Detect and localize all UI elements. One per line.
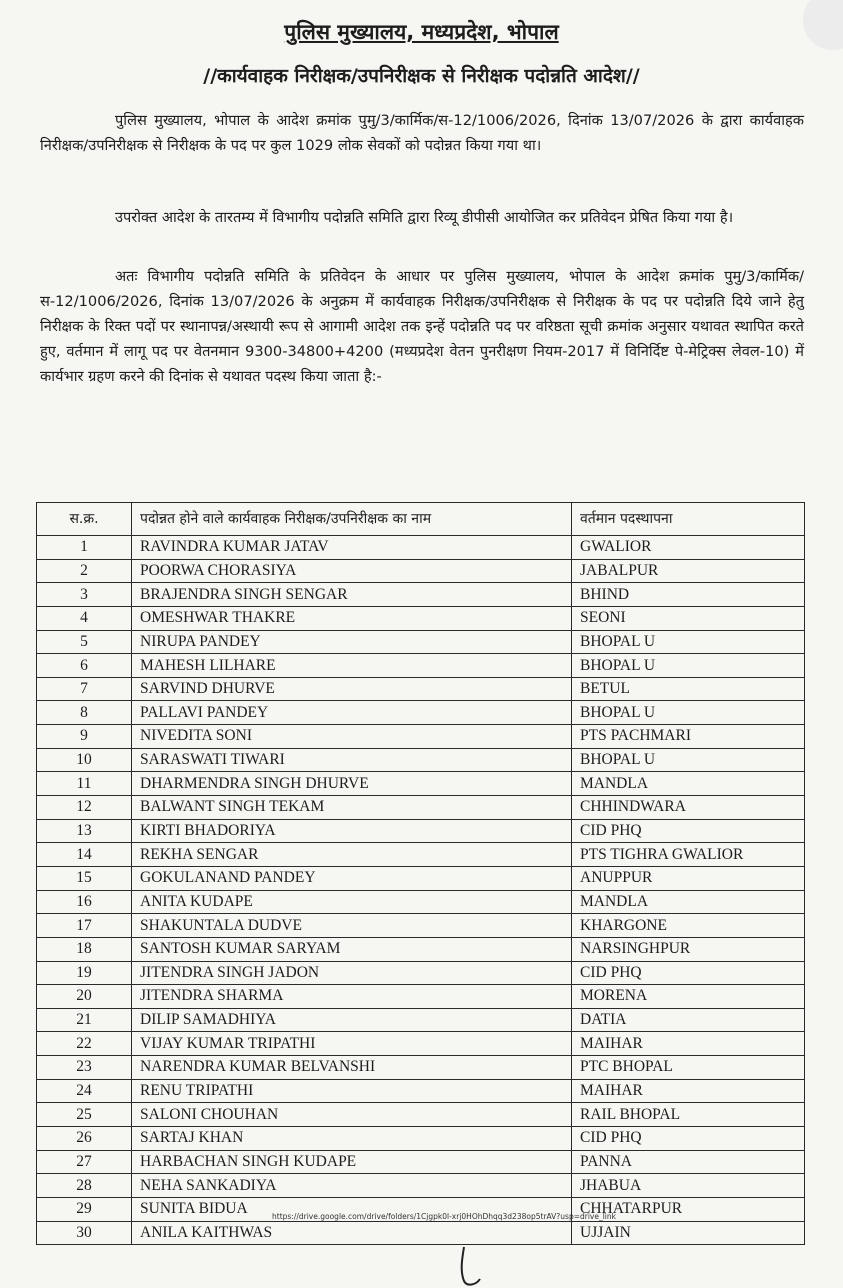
- cell-serial: 23: [37, 1056, 132, 1080]
- table-row: [37, 890, 805, 914]
- cell-name: ANITA KUDAPE: [132, 890, 572, 914]
- handwritten-mark: [450, 1245, 490, 1288]
- cell-serial: 12: [37, 796, 132, 820]
- cell-serial: 6: [37, 654, 132, 678]
- paragraph-3: [40, 264, 804, 389]
- table-row: [37, 654, 805, 678]
- cell-name: OMESHWAR THAKRE: [132, 606, 572, 630]
- cell-serial: 25: [37, 1103, 132, 1127]
- cell-serial: 8: [37, 701, 132, 725]
- cell-serial: 21: [37, 1008, 132, 1032]
- cell-serial: 17: [37, 914, 132, 938]
- table-row: [37, 1008, 805, 1032]
- cell-posting: JHABUA: [572, 1174, 805, 1198]
- cell-serial: 13: [37, 819, 132, 843]
- cell-serial: 16: [37, 890, 132, 914]
- cell-name: REKHA SENGAR: [132, 843, 572, 867]
- table-row: [37, 1056, 805, 1080]
- cell-posting: BHOPAL U: [572, 701, 805, 725]
- cell-posting: MANDLA: [572, 890, 805, 914]
- cell-serial: 9: [37, 725, 132, 749]
- table-row: [37, 843, 805, 867]
- cell-posting: UJJAIN: [572, 1221, 805, 1245]
- cell-posting: MAIHAR: [572, 1079, 805, 1103]
- cell-posting: MAIHAR: [572, 1032, 805, 1056]
- cell-posting: BHOPAL U: [572, 654, 805, 678]
- cell-name: NARENDRA KUMAR BELVANSHI: [132, 1056, 572, 1080]
- table-row: [37, 536, 805, 560]
- cell-posting: GWALIOR: [572, 536, 805, 560]
- cell-name: BRAJENDRA SINGH SENGAR: [132, 583, 572, 607]
- table-row: [37, 725, 805, 749]
- cell-posting: SEONI: [572, 606, 805, 630]
- cell-posting: PTS TIGHRA GWALIOR: [572, 843, 805, 867]
- header-serial: स.क्र.: [37, 503, 132, 536]
- cell-name: BALWANT SINGH TEKAM: [132, 796, 572, 820]
- table-row: [37, 606, 805, 630]
- cell-posting: ANUPPUR: [572, 866, 805, 890]
- cell-posting: BETUL: [572, 677, 805, 701]
- cell-posting: CID PHQ: [572, 819, 805, 843]
- cell-name: POORWA CHORASIYA: [132, 559, 572, 583]
- cell-serial: 7: [37, 677, 132, 701]
- cell-posting: MORENA: [572, 985, 805, 1009]
- table-row: [37, 937, 805, 961]
- cell-name: SHAKUNTALA DUDVE: [132, 914, 572, 938]
- cell-posting: BHIND: [572, 583, 805, 607]
- promotion-table: [36, 502, 805, 1245]
- cell-serial: 30: [37, 1221, 132, 1245]
- table-row: [37, 583, 805, 607]
- table-row: [37, 1221, 805, 1245]
- cell-serial: 19: [37, 961, 132, 985]
- cell-posting: KHARGONE: [572, 914, 805, 938]
- cell-posting: CID PHQ: [572, 961, 805, 985]
- cell-name: NIVEDITA SONI: [132, 725, 572, 749]
- table-row: [37, 961, 805, 985]
- cell-posting: NARSINGHPUR: [572, 937, 805, 961]
- cell-posting: MANDLA: [572, 772, 805, 796]
- cell-posting: CHHINDWARA: [572, 796, 805, 820]
- cell-serial: 11: [37, 772, 132, 796]
- cell-serial: 28: [37, 1174, 132, 1198]
- table-row: [37, 772, 805, 796]
- cell-name: SUNITA BIDUA: [132, 1197, 572, 1221]
- cell-name: JITENDRA SINGH JADON: [132, 961, 572, 985]
- cell-serial: 26: [37, 1127, 132, 1151]
- cell-serial: 18: [37, 937, 132, 961]
- cell-serial: 27: [37, 1150, 132, 1174]
- cell-name: SANTOSH KUMAR SARYAM: [132, 937, 572, 961]
- cell-posting: CHHATARPUR: [572, 1197, 805, 1221]
- cell-serial: 4: [37, 606, 132, 630]
- header-name: पदोन्नत होने वाले कार्यवाहक निरीक्षक/उपनिरीक्षक का नाम: [132, 503, 572, 536]
- cell-serial: 29: [37, 1197, 132, 1221]
- table-row: [37, 1127, 805, 1151]
- cell-posting: CID PHQ: [572, 1127, 805, 1151]
- cell-name: RENU TRIPATHI: [132, 1079, 572, 1103]
- table-row: [37, 1032, 805, 1056]
- cell-name: NEHA SANKADIYA: [132, 1174, 572, 1198]
- cell-serial: 15: [37, 866, 132, 890]
- cell-name: PALLAVI PANDEY: [132, 701, 572, 725]
- cell-name: RAVINDRA KUMAR JATAV: [132, 536, 572, 560]
- cell-serial: 3: [37, 583, 132, 607]
- cell-name: DHARMENDRA SINGH DHURVE: [132, 772, 572, 796]
- table-row: [37, 819, 805, 843]
- cell-serial: 22: [37, 1032, 132, 1056]
- cell-posting: BHOPAL U: [572, 748, 805, 772]
- cell-posting: PTC BHOPAL: [572, 1056, 805, 1080]
- cell-serial: 20: [37, 985, 132, 1009]
- cell-name: KIRTI BHADORIYA: [132, 819, 572, 843]
- document-subtitle: //कार्यवाहक निरीक्षक/उपनिरीक्षक से निरीक्षक पदोन्नति आदेश//: [203, 65, 640, 87]
- table-row: [37, 1079, 805, 1103]
- cell-name: SALONI CHOUHAN: [132, 1103, 572, 1127]
- table-header-row: [37, 503, 805, 536]
- cell-posting: DATIA: [572, 1008, 805, 1032]
- cell-serial: 2: [37, 559, 132, 583]
- table-row: [37, 1150, 805, 1174]
- cell-serial: 10: [37, 748, 132, 772]
- cell-name: SARASWATI TIWARI: [132, 748, 572, 772]
- cell-name: DILIP SAMADHIYA: [132, 1008, 572, 1032]
- cell-name: NIRUPA PANDEY: [132, 630, 572, 654]
- cell-name: MAHESH LILHARE: [132, 654, 572, 678]
- cell-name: HARBACHAN SINGH KUDAPE: [132, 1150, 572, 1174]
- table-row: [37, 866, 805, 890]
- paragraph-1-text: पुलिस मुख्यालय, भोपाल के आदेश क्रमांक पुमु/3/कार्मिक/स-12/1006/2026, दिनांक 13/07/2026 के द्वारा कार्यवाहक निरीक्षक/उपनिरीक्षक से निरीक्षक के पद पर कुल 1029 लोक सेवकों को पदोन्नत किया गया था।: [40, 112, 804, 154]
- paragraph-3-text: अतः विभागीय पदोन्नति समिति के प्रतिवेदन के आधार पर पुलिस मुख्यालय, भोपाल के आदेश क्रमांक पुमु/3/कार्मिक/स-12/1006/2026, दिनांक 13/07/2026 के अनुक्रम में कार्यवाहक निरीक्षक/उपनिरीक्षक से निरीक्षक के पद पर पदोन्नति दिये जाने हेतु निरीक्षक के रिक्त पदों पर स्थानापन्न/अस्थायी रूप से आगामी आदेश तक इन्हें पदोन्नति पद पर वरिष्ठता सूची क्रमांक अनुसार यथावत स्थापित करते हुए, वर्तमान में लागू पद पर वेतनमान 9300-34800+4200 (मध्यप्रदेश वेतन पुनरीक्षण नियम-2017 में विनिर्दिष्ट पे-मेट्रिक्स लेवल-10) में कार्यभार ग्रहण करने की दिनांक से यथावत पदस्थ किया जाता है:-: [40, 268, 804, 385]
- paragraph-2: [40, 205, 804, 230]
- cell-serial: 14: [37, 843, 132, 867]
- paragraph-2-text: उपरोक्त आदेश के तारतम्य में विभागीय पदोन्नति समिति द्वारा रिव्यू डीपीसी आयोजित कर प्रतिवेदन प्रेषित किया गया है।: [115, 209, 734, 226]
- cell-name: ANILA KAITHWAS: [132, 1221, 572, 1245]
- table-row: [37, 748, 805, 772]
- table-row: [37, 559, 805, 583]
- drive-link[interactable]: https://drive.google.com/drive/folders/1Cjgpk0l-xrj0HOhDhqq3d238op5trAV?usp=drive_link: [272, 1212, 616, 1221]
- cell-name: GOKULANAND PANDEY: [132, 866, 572, 890]
- cell-serial: 1: [37, 536, 132, 560]
- table-row: [37, 985, 805, 1009]
- table-row: [37, 914, 805, 938]
- table-row: [37, 796, 805, 820]
- cell-name: VIJAY KUMAR TRIPATHI: [132, 1032, 572, 1056]
- cell-posting: RAIL BHOPAL: [572, 1103, 805, 1127]
- cell-serial: 5: [37, 630, 132, 654]
- cell-serial: 24: [37, 1079, 132, 1103]
- cell-name: SARVIND DHURVE: [132, 677, 572, 701]
- table-row: [37, 630, 805, 654]
- table-row: [37, 1103, 805, 1127]
- cell-name: SARTAJ KHAN: [132, 1127, 572, 1151]
- table-body: [37, 536, 805, 1245]
- cell-posting: PANNA: [572, 1150, 805, 1174]
- paragraph-1: [40, 108, 804, 158]
- header-posting: वर्तमान पदस्थापना: [572, 503, 805, 536]
- table-row: [37, 677, 805, 701]
- cell-posting: BHOPAL U: [572, 630, 805, 654]
- cell-posting: PTS PACHMARI: [572, 725, 805, 749]
- table-row: [37, 1174, 805, 1198]
- table-row: [37, 701, 805, 725]
- cell-posting: JABALPUR: [572, 559, 805, 583]
- document-title: पुलिस मुख्यालय, मध्यप्रदेश, भोपाल: [284, 20, 559, 44]
- cell-name: JITENDRA SHARMA: [132, 985, 572, 1009]
